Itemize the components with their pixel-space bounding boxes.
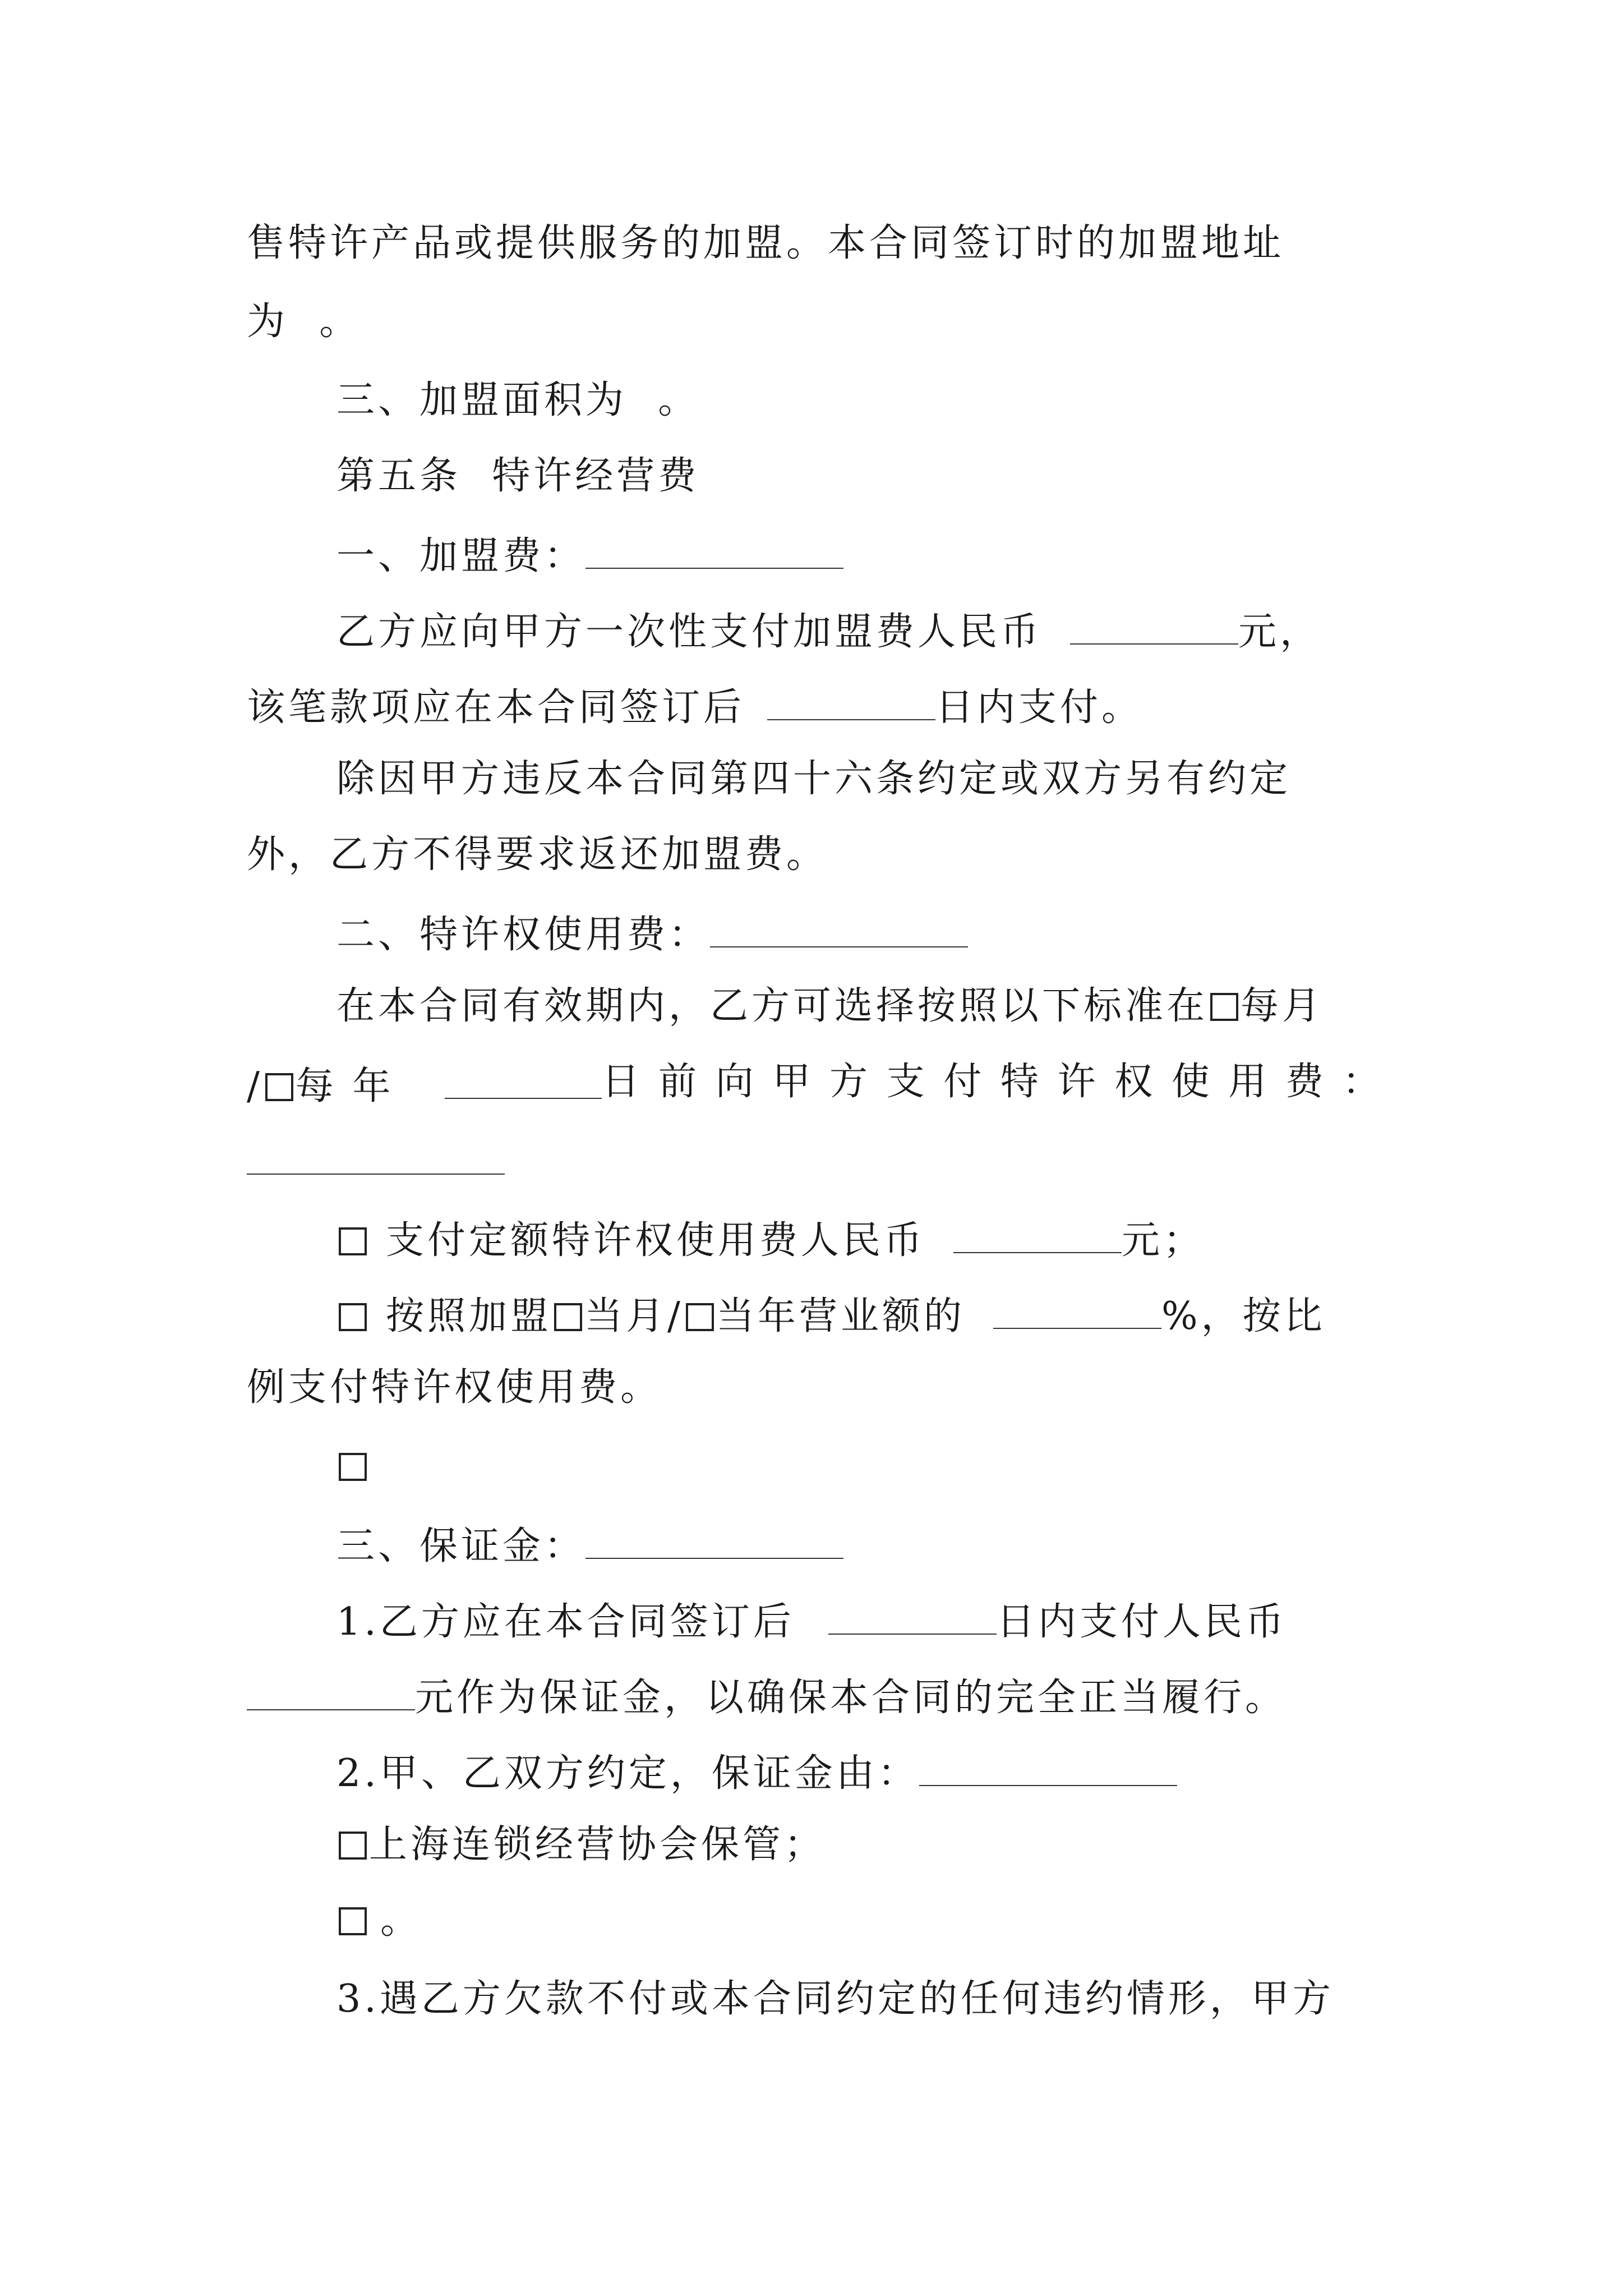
text: %，按比 <box>1161 1294 1326 1338</box>
checkbox[interactable] <box>339 1453 367 1481</box>
option-line <box>336 1293 1326 1336</box>
text: 1.乙方应在本合同签订后 <box>336 1600 795 1644</box>
text-line <box>336 1750 1177 1796</box>
text: 。 <box>380 1898 422 1943</box>
text-line <box>336 1599 1287 1644</box>
checkbox[interactable] <box>1210 993 1238 1021</box>
text: 售特许产品或提供服务的加盟。本合同签订时的加盟地址 <box>247 221 1285 265</box>
blank-field[interactable] <box>585 1523 843 1559</box>
text-line <box>247 1674 1287 1720</box>
text-line <box>336 533 843 576</box>
text: 一、加盟费： <box>336 534 586 578</box>
option-line <box>336 1823 826 1867</box>
text: 日 前 向 甲 方 支 付 特 许 权 使 用 费 ： <box>601 1060 1384 1104</box>
text: 外，乙方不得要求返还加盟费。 <box>247 832 828 877</box>
blank-field[interactable] <box>445 1063 602 1099</box>
text: 除因甲方违反本合同第四十六条约定或双方另有约定 <box>336 757 1292 801</box>
blank-field[interactable] <box>767 684 935 720</box>
text: 上海连锁经营协会保管； <box>369 1823 826 1867</box>
option-line <box>336 1898 422 1943</box>
text: 该笔款项应在本合同签订后 <box>247 685 745 730</box>
text: 第五条 特许经营费 <box>336 454 700 498</box>
text-line <box>336 912 968 957</box>
text: 在本合同有效期内，乙方可选择按照以下标准在 <box>336 984 1209 1028</box>
text: 为 。 <box>247 300 361 344</box>
blank-field[interactable] <box>585 533 843 569</box>
blank-field[interactable] <box>953 1217 1122 1253</box>
text-line <box>336 1523 843 1566</box>
text: 每月 <box>1241 984 1324 1028</box>
text: 三、保证金： <box>336 1524 586 1568</box>
checkbox[interactable] <box>554 1303 582 1331</box>
text: 例支付特许权使用费。 <box>247 1365 662 1410</box>
text-line <box>336 378 700 422</box>
checkbox[interactable] <box>339 1832 367 1860</box>
text: 日内支付。 <box>935 685 1144 730</box>
text-line <box>336 609 1322 654</box>
text: / <box>247 1064 263 1108</box>
text-line <box>336 1977 1334 2021</box>
blank-field[interactable] <box>1070 609 1238 645</box>
checkbox[interactable] <box>265 1073 293 1101</box>
text-line <box>247 1139 505 1181</box>
blank-field[interactable] <box>247 1674 415 1710</box>
text: 二、特许权使用费： <box>336 913 711 957</box>
text: 元， <box>1238 610 1322 654</box>
option-line <box>336 1217 1205 1263</box>
text-line <box>336 757 1292 801</box>
text-line <box>247 832 828 877</box>
option-line <box>336 1447 369 1485</box>
blank-field[interactable] <box>993 1293 1161 1329</box>
text: 元作为保证金，以确保本合同的完全正当履行。 <box>415 1676 1287 1720</box>
checkbox[interactable] <box>339 1303 367 1331</box>
text-line <box>247 1365 662 1410</box>
text: 支付定额特许权使用费人民币 <box>386 1218 926 1263</box>
text-line <box>247 221 1285 265</box>
text-line <box>336 984 1324 1028</box>
text: 2.甲、乙双方约定，保证金由： <box>336 1751 919 1796</box>
text: 日内支付人民币 <box>996 1600 1287 1644</box>
blank-field[interactable] <box>828 1599 997 1635</box>
section-heading <box>336 454 700 498</box>
text: 3.遇乙方欠款不付或本合同约定的任何违约情形，甲方 <box>336 1977 1334 2021</box>
text: 每 年 <box>295 1064 394 1108</box>
checkbox[interactable] <box>339 1227 367 1255</box>
text-line <box>247 684 1144 730</box>
text: 当年营业额的 <box>716 1294 965 1338</box>
text-line <box>247 1060 1384 1108</box>
blank-field[interactable] <box>919 1750 1177 1786</box>
text: 乙方应向甲方一次性支付加盟费人民币 <box>336 610 1043 654</box>
checkbox[interactable] <box>339 1907 367 1935</box>
text: 元； <box>1122 1218 1205 1263</box>
text-line <box>247 300 361 344</box>
blank-field[interactable] <box>247 1139 505 1175</box>
checkbox[interactable] <box>686 1303 714 1331</box>
blank-field[interactable] <box>710 912 968 947</box>
text: 当月/ <box>584 1294 684 1338</box>
text: 三、加盟面积为 。 <box>336 378 700 422</box>
text: 按照加盟 <box>386 1294 552 1338</box>
